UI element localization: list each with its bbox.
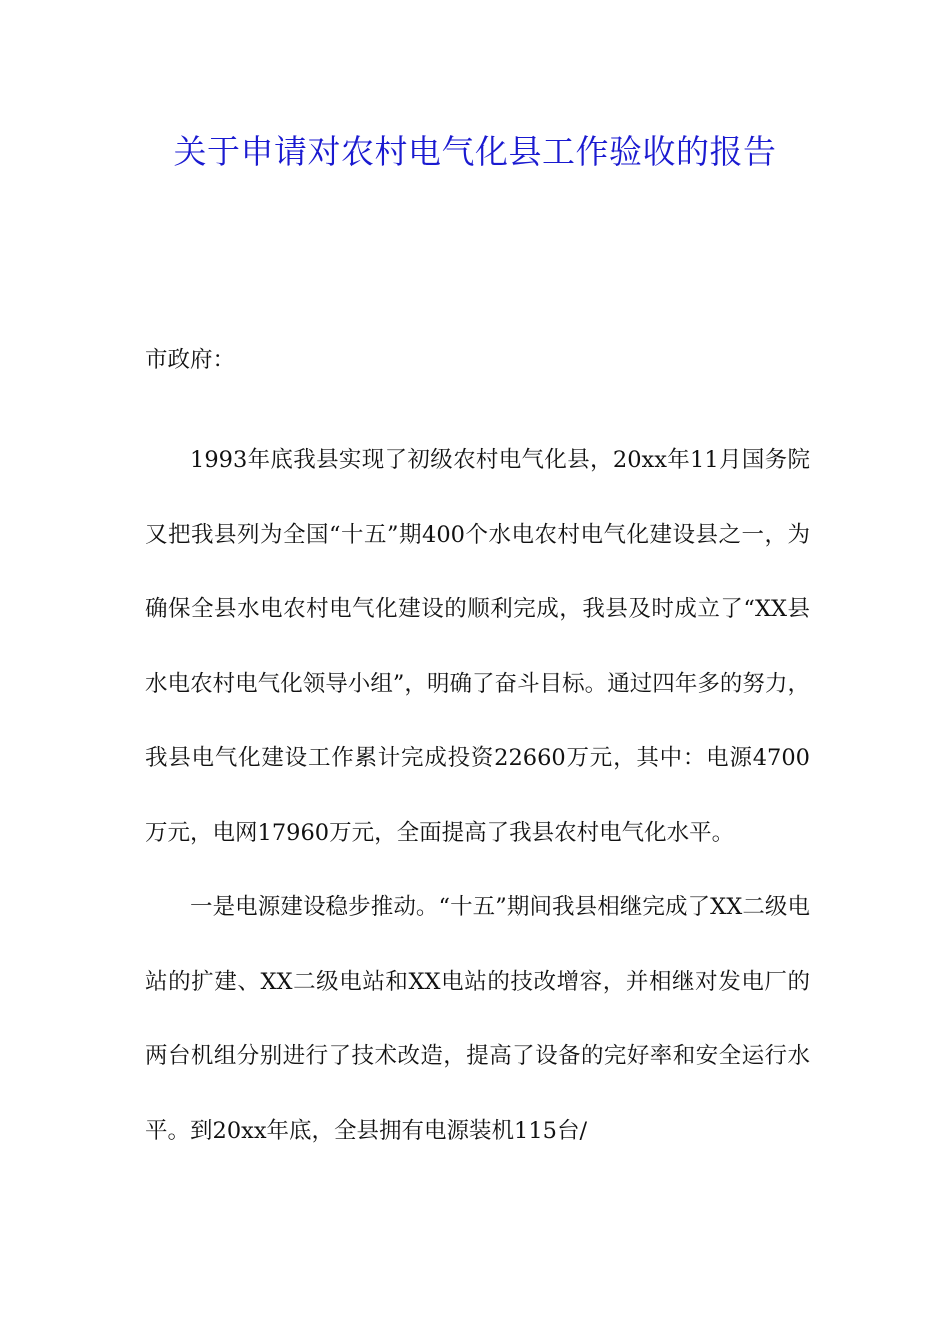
paragraph-1: 1993年底我县实现了初级农村电气化县，20xx年11月国务院又把我县列为全国“十五”期400个水电农村电气化建设县之一，为确保全县水电农村电气化建设的顺利完成，我县及时成立了“XX县水电农村电气化领导小组”，明确了奋斗目标。通过四年多的努力，我县电气化建设工作累计完成投资22660万元，其中：电源4700万元，电网17960万元，全面提高了我县农村电气化水平。 bbox=[145, 447, 810, 846]
paragraph-2: 一是电源建设稳步推动。“十五”期间我县相继完成了XX二级电站的扩建、XX二级电站和XX电站的技改增容，并相继对发电厂的两台机组分别进行了技术改造，提高了设备的完好率和安全运行水平。到20xx年底，全县拥有电源装机115台/ bbox=[145, 894, 810, 1144]
document-body bbox=[145, 335, 810, 1168]
salutation: 市政府： bbox=[145, 347, 236, 373]
document-title: 关于申请对农村电气化县工作验收的报告 bbox=[173, 132, 777, 171]
